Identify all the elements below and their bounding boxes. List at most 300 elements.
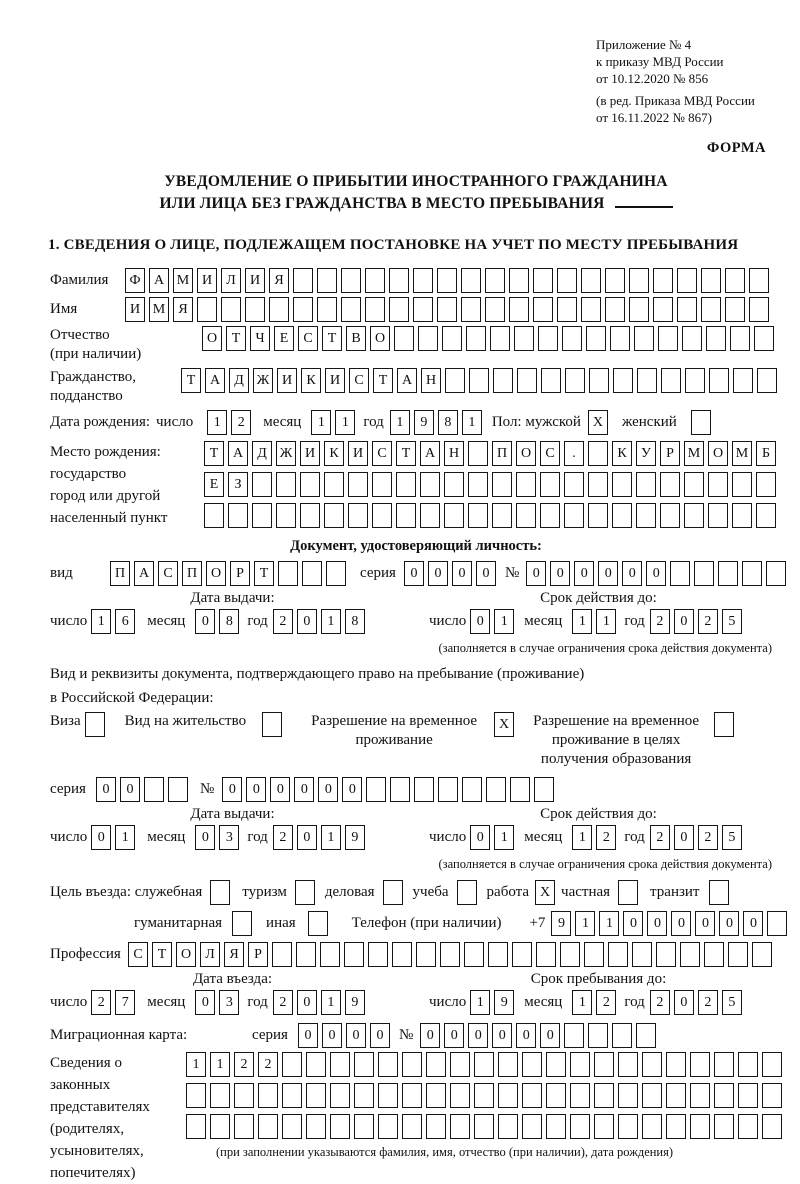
char-cell[interactable]: [296, 942, 316, 967]
char-cell[interactable]: [258, 1114, 278, 1139]
char-cell[interactable]: [570, 1114, 590, 1139]
char-cell[interactable]: С: [540, 441, 560, 466]
char-cell[interactable]: [749, 297, 769, 322]
char-cell[interactable]: [658, 326, 678, 351]
char-cell[interactable]: М: [684, 441, 704, 466]
char-cell[interactable]: [570, 1083, 590, 1108]
char-cell[interactable]: [368, 942, 388, 967]
char-cell[interactable]: [210, 1114, 230, 1139]
char-cell[interactable]: [653, 297, 673, 322]
char-cell[interactable]: Т: [396, 441, 416, 466]
char-cell[interactable]: К: [301, 368, 321, 393]
char-cell[interactable]: [581, 268, 601, 293]
char-cell[interactable]: 2: [698, 825, 718, 850]
char-cell[interactable]: 5: [722, 990, 742, 1015]
char-cell[interactable]: [306, 1114, 326, 1139]
char-cell[interactable]: Я: [173, 297, 193, 322]
char-cell[interactable]: 3: [219, 825, 239, 850]
char-cell[interactable]: М: [149, 297, 169, 322]
char-cell[interactable]: И: [125, 297, 145, 322]
char-cell[interactable]: 1: [321, 990, 341, 1015]
char-cell[interactable]: [517, 368, 537, 393]
char-cell[interactable]: [326, 561, 346, 586]
char-cell[interactable]: 5: [722, 825, 742, 850]
char-cell[interactable]: Т: [254, 561, 274, 586]
char-cell[interactable]: О: [708, 441, 728, 466]
char-cell[interactable]: 0: [297, 825, 317, 850]
char-cell[interactable]: [732, 503, 752, 528]
char-cell[interactable]: [725, 268, 745, 293]
char-cell[interactable]: [474, 1114, 494, 1139]
char-cell[interactable]: С: [298, 326, 318, 351]
char-cell[interactable]: [450, 1052, 470, 1077]
char-cell[interactable]: [608, 942, 628, 967]
char-cell[interactable]: [756, 472, 776, 497]
char-cell[interactable]: [488, 942, 508, 967]
char-cell[interactable]: [426, 1114, 446, 1139]
char-cell[interactable]: 6: [115, 609, 135, 634]
char-cell[interactable]: [632, 942, 652, 967]
char-cell[interactable]: [594, 1052, 614, 1077]
char-cell[interactable]: [186, 1114, 206, 1139]
char-cell[interactable]: [637, 368, 657, 393]
char-cell[interactable]: О: [370, 326, 390, 351]
char-cell[interactable]: [468, 441, 488, 466]
char-cell[interactable]: [732, 472, 752, 497]
char-cell[interactable]: [666, 1114, 686, 1139]
char-cell[interactable]: Т: [226, 326, 246, 351]
char-cell[interactable]: [509, 268, 529, 293]
char-cell[interactable]: [372, 472, 392, 497]
char-cell[interactable]: [365, 268, 385, 293]
char-cell[interactable]: [704, 942, 724, 967]
char-cell[interactable]: [510, 777, 530, 802]
char-cell[interactable]: X: [588, 410, 608, 435]
char-cell[interactable]: Т: [181, 368, 201, 393]
char-cell[interactable]: [636, 472, 656, 497]
char-cell[interactable]: 0: [470, 825, 490, 850]
char-cell[interactable]: [228, 503, 248, 528]
char-cell[interactable]: [512, 942, 532, 967]
char-cell[interactable]: [378, 1083, 398, 1108]
char-cell[interactable]: [728, 942, 748, 967]
char-cell[interactable]: О: [516, 441, 536, 466]
char-cell[interactable]: 1: [335, 410, 355, 435]
char-cell[interactable]: [498, 1083, 518, 1108]
char-cell[interactable]: [588, 1023, 608, 1048]
char-cell[interactable]: Л: [221, 268, 241, 293]
char-cell[interactable]: [295, 880, 315, 905]
char-cell[interactable]: И: [348, 441, 368, 466]
char-cell[interactable]: [533, 297, 553, 322]
char-cell[interactable]: 0: [91, 825, 111, 850]
char-cell[interactable]: 8: [438, 410, 458, 435]
char-cell[interactable]: [389, 268, 409, 293]
char-cell[interactable]: Р: [660, 441, 680, 466]
char-cell[interactable]: 0: [195, 825, 215, 850]
char-cell[interactable]: [420, 472, 440, 497]
char-cell[interactable]: [588, 441, 608, 466]
char-cell[interactable]: 0: [470, 609, 490, 634]
char-cell[interactable]: [444, 472, 464, 497]
char-cell[interactable]: [383, 880, 403, 905]
char-cell[interactable]: [660, 472, 680, 497]
char-cell[interactable]: 0: [346, 1023, 366, 1048]
char-cell[interactable]: [474, 1052, 494, 1077]
char-cell[interactable]: [680, 942, 700, 967]
char-cell[interactable]: 2: [650, 609, 670, 634]
char-cell[interactable]: [714, 1052, 734, 1077]
char-cell[interactable]: Н: [421, 368, 441, 393]
char-cell[interactable]: [586, 326, 606, 351]
char-cell[interactable]: 1: [470, 990, 490, 1015]
char-cell[interactable]: [396, 472, 416, 497]
char-cell[interactable]: О: [202, 326, 222, 351]
char-cell[interactable]: [677, 268, 697, 293]
char-cell[interactable]: 1: [186, 1052, 206, 1077]
char-cell[interactable]: [546, 1083, 566, 1108]
char-cell[interactable]: 0: [743, 911, 763, 936]
char-cell[interactable]: 0: [452, 561, 472, 586]
char-cell[interactable]: [725, 297, 745, 322]
char-cell[interactable]: [588, 503, 608, 528]
char-cell[interactable]: 5: [722, 609, 742, 634]
char-cell[interactable]: [390, 777, 410, 802]
char-cell[interactable]: [438, 777, 458, 802]
char-cell[interactable]: [564, 503, 584, 528]
char-cell[interactable]: А: [228, 441, 248, 466]
char-cell[interactable]: [492, 503, 512, 528]
char-cell[interactable]: 1: [572, 990, 592, 1015]
char-cell[interactable]: [594, 1114, 614, 1139]
char-cell[interactable]: 1: [210, 1052, 230, 1077]
char-cell[interactable]: [605, 297, 625, 322]
char-cell[interactable]: [302, 561, 322, 586]
char-cell[interactable]: [749, 268, 769, 293]
char-cell[interactable]: [514, 326, 534, 351]
char-cell[interactable]: [762, 1052, 782, 1077]
char-cell[interactable]: [742, 561, 762, 586]
char-cell[interactable]: [341, 268, 361, 293]
char-cell[interactable]: 0: [294, 777, 314, 802]
char-cell[interactable]: 0: [428, 561, 448, 586]
char-cell[interactable]: 2: [273, 609, 293, 634]
char-cell[interactable]: [762, 1083, 782, 1108]
char-cell[interactable]: [714, 1083, 734, 1108]
char-cell[interactable]: [462, 777, 482, 802]
char-cell[interactable]: [709, 368, 729, 393]
char-cell[interactable]: 0: [516, 1023, 536, 1048]
char-cell[interactable]: 0: [322, 1023, 342, 1048]
char-cell[interactable]: 0: [297, 990, 317, 1015]
char-cell[interactable]: [613, 368, 633, 393]
char-cell[interactable]: 1: [91, 609, 111, 634]
char-cell[interactable]: 1: [575, 911, 595, 936]
char-cell[interactable]: [701, 297, 721, 322]
char-cell[interactable]: О: [176, 942, 196, 967]
char-cell[interactable]: Р: [230, 561, 250, 586]
char-cell[interactable]: [416, 942, 436, 967]
char-cell[interactable]: 7: [115, 990, 135, 1015]
char-cell[interactable]: [493, 368, 513, 393]
char-cell[interactable]: Т: [322, 326, 342, 351]
char-cell[interactable]: 0: [492, 1023, 512, 1048]
char-cell[interactable]: Д: [229, 368, 249, 393]
char-cell[interactable]: [618, 1083, 638, 1108]
char-cell[interactable]: [610, 326, 630, 351]
char-cell[interactable]: [684, 472, 704, 497]
char-cell[interactable]: [541, 368, 561, 393]
char-cell[interactable]: X: [535, 880, 555, 905]
char-cell[interactable]: [276, 472, 296, 497]
char-cell[interactable]: 1: [494, 609, 514, 634]
char-cell[interactable]: 0: [476, 561, 496, 586]
char-cell[interactable]: [629, 297, 649, 322]
char-cell[interactable]: [612, 472, 632, 497]
char-cell[interactable]: [612, 1023, 632, 1048]
char-cell[interactable]: [348, 503, 368, 528]
char-cell[interactable]: [461, 268, 481, 293]
char-cell[interactable]: [738, 1052, 758, 1077]
char-cell[interactable]: 0: [719, 911, 739, 936]
char-cell[interactable]: [210, 1083, 230, 1108]
char-cell[interactable]: Е: [274, 326, 294, 351]
char-cell[interactable]: [474, 1083, 494, 1108]
char-cell[interactable]: 0: [526, 561, 546, 586]
char-cell[interactable]: [562, 326, 582, 351]
char-cell[interactable]: [666, 1083, 686, 1108]
char-cell[interactable]: И: [300, 441, 320, 466]
char-cell[interactable]: [564, 472, 584, 497]
char-cell[interactable]: [694, 561, 714, 586]
char-cell[interactable]: [733, 368, 753, 393]
char-cell[interactable]: [701, 268, 721, 293]
char-cell[interactable]: 1: [572, 825, 592, 850]
char-cell[interactable]: [269, 297, 289, 322]
char-cell[interactable]: [306, 1052, 326, 1077]
char-cell[interactable]: 9: [414, 410, 434, 435]
char-cell[interactable]: [714, 1114, 734, 1139]
char-cell[interactable]: 8: [219, 609, 239, 634]
char-cell[interactable]: [389, 297, 409, 322]
char-cell[interactable]: 3: [219, 990, 239, 1015]
char-cell[interactable]: [317, 268, 337, 293]
char-cell[interactable]: [282, 1083, 302, 1108]
char-cell[interactable]: [466, 326, 486, 351]
char-cell[interactable]: 2: [596, 825, 616, 850]
char-cell[interactable]: 0: [623, 911, 643, 936]
char-cell[interactable]: 0: [550, 561, 570, 586]
char-cell[interactable]: [450, 1114, 470, 1139]
char-cell[interactable]: [498, 1114, 518, 1139]
char-cell[interactable]: 2: [650, 990, 670, 1015]
char-cell[interactable]: [402, 1114, 422, 1139]
char-cell[interactable]: [589, 368, 609, 393]
char-cell[interactable]: [442, 326, 462, 351]
char-cell[interactable]: [420, 503, 440, 528]
char-cell[interactable]: Ч: [250, 326, 270, 351]
char-cell[interactable]: [413, 297, 433, 322]
char-cell[interactable]: 0: [444, 1023, 464, 1048]
char-cell[interactable]: [690, 1114, 710, 1139]
char-cell[interactable]: И: [325, 368, 345, 393]
char-cell[interactable]: Е: [204, 472, 224, 497]
char-cell[interactable]: [330, 1052, 350, 1077]
char-cell[interactable]: [365, 297, 385, 322]
char-cell[interactable]: 0: [574, 561, 594, 586]
char-cell[interactable]: [276, 503, 296, 528]
char-cell[interactable]: [457, 880, 477, 905]
char-cell[interactable]: [186, 1083, 206, 1108]
char-cell[interactable]: 0: [297, 609, 317, 634]
char-cell[interactable]: [570, 1052, 590, 1077]
char-cell[interactable]: 2: [273, 990, 293, 1015]
char-cell[interactable]: И: [197, 268, 217, 293]
char-cell[interactable]: [752, 942, 772, 967]
char-cell[interactable]: 0: [298, 1023, 318, 1048]
char-cell[interactable]: [498, 1052, 518, 1077]
char-cell[interactable]: [306, 1083, 326, 1108]
char-cell[interactable]: Ж: [253, 368, 273, 393]
char-cell[interactable]: [594, 1083, 614, 1108]
char-cell[interactable]: 9: [494, 990, 514, 1015]
char-cell[interactable]: Т: [373, 368, 393, 393]
char-cell[interactable]: [278, 561, 298, 586]
char-cell[interactable]: [581, 297, 601, 322]
char-cell[interactable]: [546, 1052, 566, 1077]
char-cell[interactable]: [293, 297, 313, 322]
char-cell[interactable]: 1: [311, 410, 331, 435]
char-cell[interactable]: [612, 503, 632, 528]
char-cell[interactable]: А: [149, 268, 169, 293]
char-cell[interactable]: [533, 268, 553, 293]
char-cell[interactable]: [221, 297, 241, 322]
char-cell[interactable]: [536, 942, 556, 967]
char-cell[interactable]: Ж: [276, 441, 296, 466]
char-cell[interactable]: 0: [647, 911, 667, 936]
char-cell[interactable]: 0: [404, 561, 424, 586]
char-cell[interactable]: [317, 297, 337, 322]
char-cell[interactable]: Д: [252, 441, 272, 466]
char-cell[interactable]: [754, 326, 774, 351]
char-cell[interactable]: [354, 1083, 374, 1108]
char-cell[interactable]: [666, 1052, 686, 1077]
char-cell[interactable]: [670, 561, 690, 586]
char-cell[interactable]: .: [564, 441, 584, 466]
char-cell[interactable]: [685, 368, 705, 393]
char-cell[interactable]: [324, 503, 344, 528]
char-cell[interactable]: [738, 1114, 758, 1139]
char-cell[interactable]: [464, 942, 484, 967]
char-cell[interactable]: [469, 368, 489, 393]
char-cell[interactable]: [522, 1114, 542, 1139]
char-cell[interactable]: [618, 1114, 638, 1139]
char-cell[interactable]: [540, 472, 560, 497]
char-cell[interactable]: [730, 326, 750, 351]
char-cell[interactable]: [245, 297, 265, 322]
char-cell[interactable]: 0: [420, 1023, 440, 1048]
char-cell[interactable]: [468, 503, 488, 528]
char-cell[interactable]: [634, 326, 654, 351]
char-cell[interactable]: [197, 297, 217, 322]
char-cell[interactable]: А: [134, 561, 154, 586]
char-cell[interactable]: [691, 410, 711, 435]
char-cell[interactable]: 2: [650, 825, 670, 850]
char-cell[interactable]: 0: [270, 777, 290, 802]
char-cell[interactable]: 0: [342, 777, 362, 802]
char-cell[interactable]: 0: [468, 1023, 488, 1048]
char-cell[interactable]: [485, 297, 505, 322]
char-cell[interactable]: 0: [622, 561, 642, 586]
char-cell[interactable]: [402, 1052, 422, 1077]
char-cell[interactable]: [418, 326, 438, 351]
char-cell[interactable]: [394, 326, 414, 351]
char-cell[interactable]: К: [324, 441, 344, 466]
char-cell[interactable]: [642, 1083, 662, 1108]
char-cell[interactable]: [690, 1083, 710, 1108]
char-cell[interactable]: [538, 326, 558, 351]
char-cell[interactable]: [330, 1083, 350, 1108]
char-cell[interactable]: [468, 472, 488, 497]
char-cell[interactable]: [461, 297, 481, 322]
char-cell[interactable]: [344, 942, 364, 967]
char-cell[interactable]: [378, 1114, 398, 1139]
char-cell[interactable]: [210, 880, 230, 905]
char-cell[interactable]: П: [182, 561, 202, 586]
char-cell[interactable]: [490, 326, 510, 351]
char-cell[interactable]: [354, 1052, 374, 1077]
char-cell[interactable]: [706, 326, 726, 351]
char-cell[interactable]: [564, 1023, 584, 1048]
char-cell[interactable]: [445, 368, 465, 393]
char-cell[interactable]: 0: [671, 911, 691, 936]
char-cell[interactable]: [308, 911, 328, 936]
char-cell[interactable]: 2: [91, 990, 111, 1015]
char-cell[interactable]: [762, 1114, 782, 1139]
char-cell[interactable]: [486, 777, 506, 802]
char-cell[interactable]: [516, 503, 536, 528]
char-cell[interactable]: [320, 942, 340, 967]
char-cell[interactable]: [642, 1052, 662, 1077]
char-cell[interactable]: [522, 1083, 542, 1108]
char-cell[interactable]: 0: [246, 777, 266, 802]
char-cell[interactable]: 0: [370, 1023, 390, 1048]
char-cell[interactable]: 0: [598, 561, 618, 586]
char-cell[interactable]: [738, 1083, 758, 1108]
char-cell[interactable]: 1: [390, 410, 410, 435]
char-cell[interactable]: [378, 1052, 398, 1077]
char-cell[interactable]: 9: [551, 911, 571, 936]
char-cell[interactable]: Н: [444, 441, 464, 466]
char-cell[interactable]: 2: [698, 990, 718, 1015]
char-cell[interactable]: [653, 268, 673, 293]
char-cell[interactable]: 9: [345, 825, 365, 850]
char-cell[interactable]: 0: [674, 609, 694, 634]
char-cell[interactable]: 1: [321, 609, 341, 634]
char-cell[interactable]: [509, 297, 529, 322]
char-cell[interactable]: [756, 503, 776, 528]
char-cell[interactable]: 1: [494, 825, 514, 850]
char-cell[interactable]: [354, 1114, 374, 1139]
char-cell[interactable]: [396, 503, 416, 528]
char-cell[interactable]: М: [173, 268, 193, 293]
char-cell[interactable]: [272, 942, 292, 967]
char-cell[interactable]: Ф: [125, 268, 145, 293]
char-cell[interactable]: Б: [756, 441, 776, 466]
char-cell[interactable]: [636, 503, 656, 528]
char-cell[interactable]: 0: [120, 777, 140, 802]
char-cell[interactable]: С: [128, 942, 148, 967]
